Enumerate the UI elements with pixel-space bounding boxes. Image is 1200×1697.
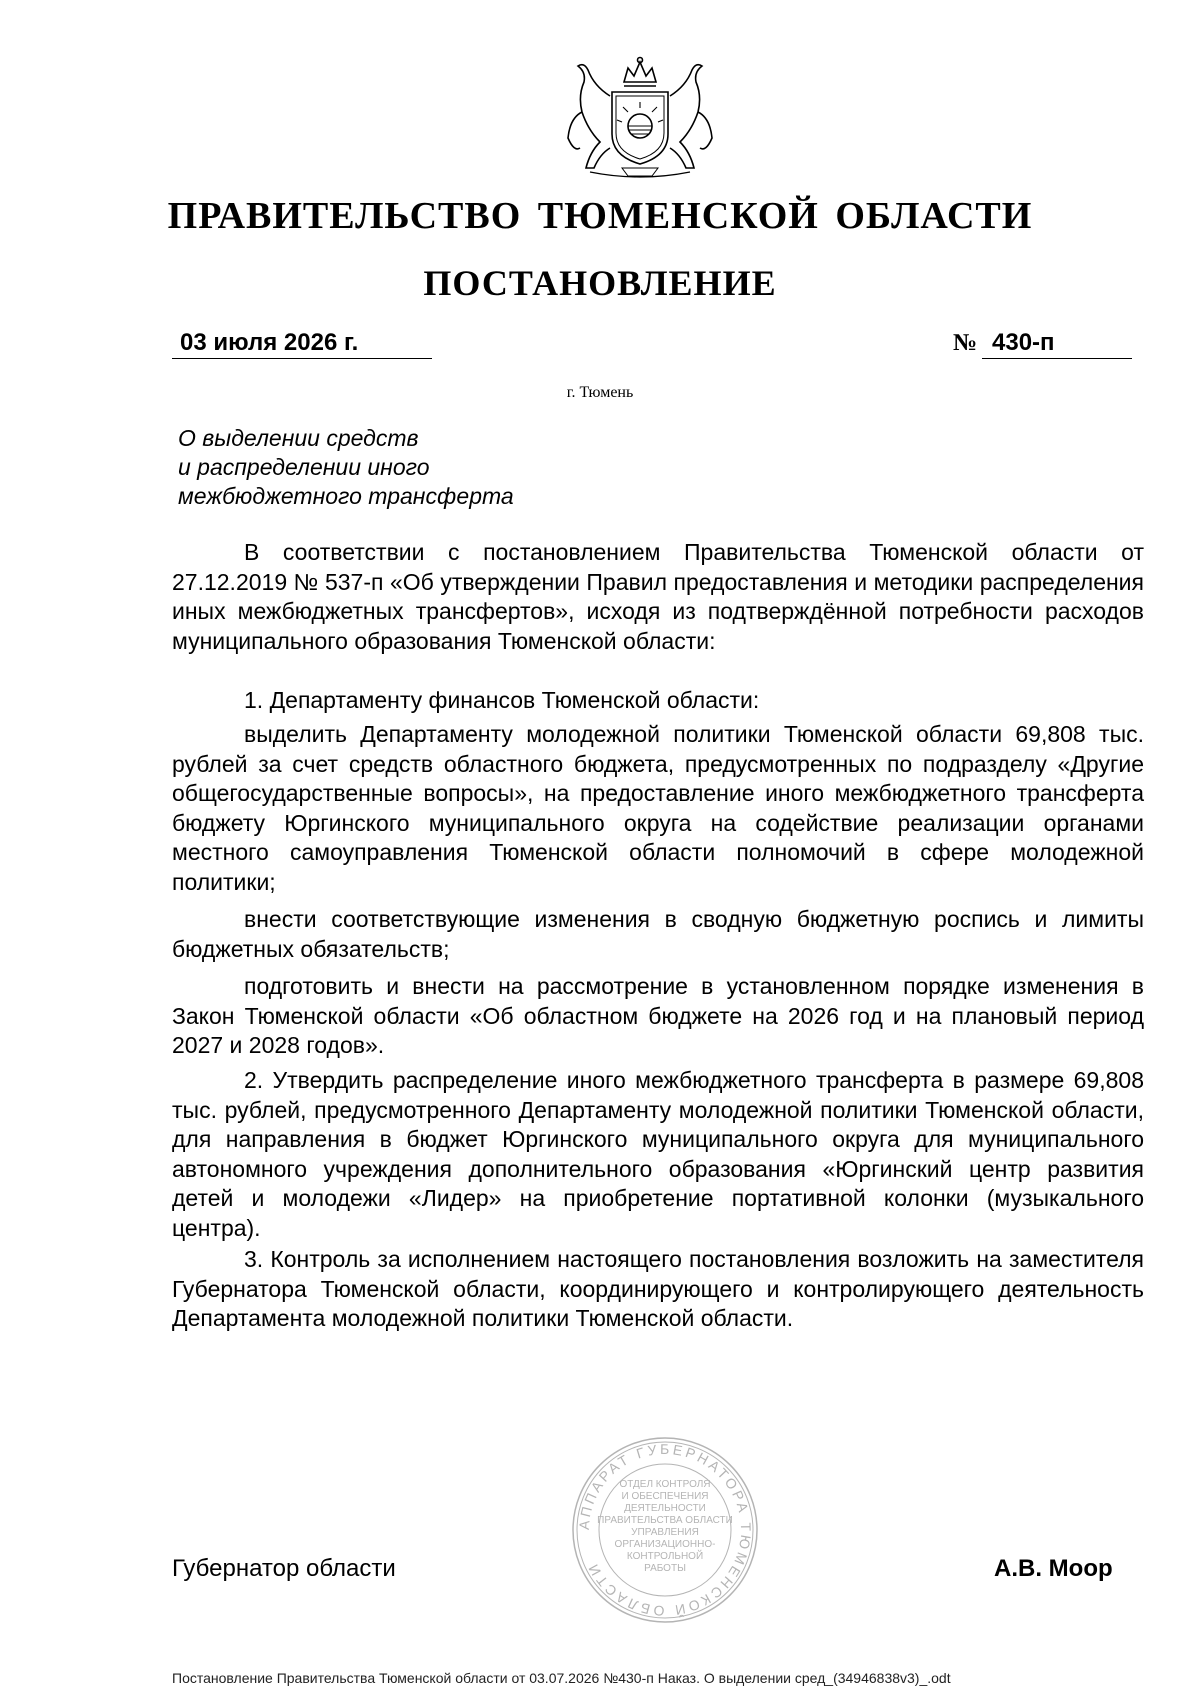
svg-text:УПРАВЛЕНИЯ: УПРАВЛЕНИЯ	[631, 1527, 699, 1538]
item-1-title: 1. Департаменту финансов Тюменской области:	[244, 687, 760, 713]
official-stamp	[570, 1435, 760, 1625]
svg-text:РАБОТЫ: РАБОТЫ	[644, 1563, 686, 1574]
svg-text:ОРГАНИЗАЦИОННО-: ОРГАНИЗАЦИОННО-	[614, 1539, 716, 1550]
item-3-paragraph: 3. Контроль за исполнением настоящего постановления возложить на заместителя Губернатора Тюменской области, координирующего и контролирующего деятельность Департамента молодежной политики Тюменской области.	[172, 1246, 1144, 1331]
city-line: г. Тюмень	[566, 384, 634, 401]
coat-of-arms-icon	[560, 56, 720, 186]
document-footer: Постановление Правительства Тюменской области от 03.07.2026 №430-п Наказ. О выделении сред_(34946838v3)_.odt	[172, 1670, 951, 1686]
item-1-paragraph-a: выделить Департаменту молодежной политики Тюменской области 69,808 тыс. рублей за счет средств областного бюджета, предусмотренных по подразделу «Другие общегосударственные вопросы», на предоставление иного межбюджетного трансферта бюджету Юргинского муниципального округа на содействие реализации органами местного самоуправления Тюменской области полномочий в сфере молодежной политики;	[172, 721, 1144, 895]
svg-text:И ОБЕСПЕЧЕНИЯ: И ОБЕСПЕЧЕНИЯ	[621, 1491, 709, 1502]
svg-text:АППАРАТ ГУБЕРНАТОРА ТЮМЕНСКОЙ: АППАРАТ ГУБЕРНАТОРА ТЮМЕНСКОЙ ОБЛАСТИ	[575, 1440, 755, 1620]
number-sign: №	[953, 330, 978, 356]
decree-number: 430-п	[982, 328, 1132, 359]
svg-text:ОТДЕЛ КОНТРОЛЯ: ОТДЕЛ КОНТРОЛЯ	[619, 1479, 711, 1490]
item-1-paragraph-c: подготовить и внести на рассмотрение в установленном порядке изменения в Закон Тюменской области «Об областном бюджете на 2026 год и на плановый период 2027 и 2028 годов».	[172, 973, 1144, 1058]
subject-block	[178, 424, 514, 511]
signatory-name: А.В. Моор	[994, 1555, 1113, 1582]
subject-line: межбюджетного трансферта	[178, 483, 514, 509]
subject-line: и распределении иного	[178, 454, 430, 480]
preamble-paragraph: В соответствии с постановлением Правительства Тюменской области от 27.12.2019 № 537-п «Об утверждении Правил предоставления и методики распределения иных межбюджетных трансфертов», исходя из подтверждённой потребности расходов муниципального образования Тюменской области:	[172, 539, 1144, 654]
document-type-heading: ПОСТАНОВЛЕНИЕ	[423, 263, 777, 303]
decree-date: 03 июля 2026 г.	[172, 328, 432, 359]
svg-text:ДЕЯТЕЛЬНОСТИ: ДЕЯТЕЛЬНОСТИ	[624, 1503, 706, 1514]
signatory-role: Губернатор области	[172, 1555, 396, 1582]
subject-line: О выделении средств	[178, 425, 419, 451]
svg-text:КОНТРОЛЬНОЙ: КОНТРОЛЬНОЙ	[626, 1551, 704, 1562]
government-title: ПРАВИТЕЛЬСТВО ТЮМЕНСКОЙ ОБЛАСТИ	[167, 195, 1033, 237]
svg-text:ПРАВИТЕЛЬСТВА ОБЛАСТИ: ПРАВИТЕЛЬСТВА ОБЛАСТИ	[597, 1515, 733, 1526]
item-2-paragraph: 2. Утвердить распределение иного межбюджетного трансферта в размере 69,808 тыс. рублей, предусмотренного Департаменту молодежной политики Тюменской области, для направления в бюджет Юргинского муниципального округа для муниципального автономного учреждения дополнительного образования «Юргинский центр развития детей и молодежи «Лидер» на приобретение портативной колонки (музыкального центра).	[172, 1067, 1144, 1241]
item-1-paragraph-b: внести соответствующие изменения в сводную бюджетную роспись и лимиты бюджетных обязательств;	[172, 906, 1144, 962]
